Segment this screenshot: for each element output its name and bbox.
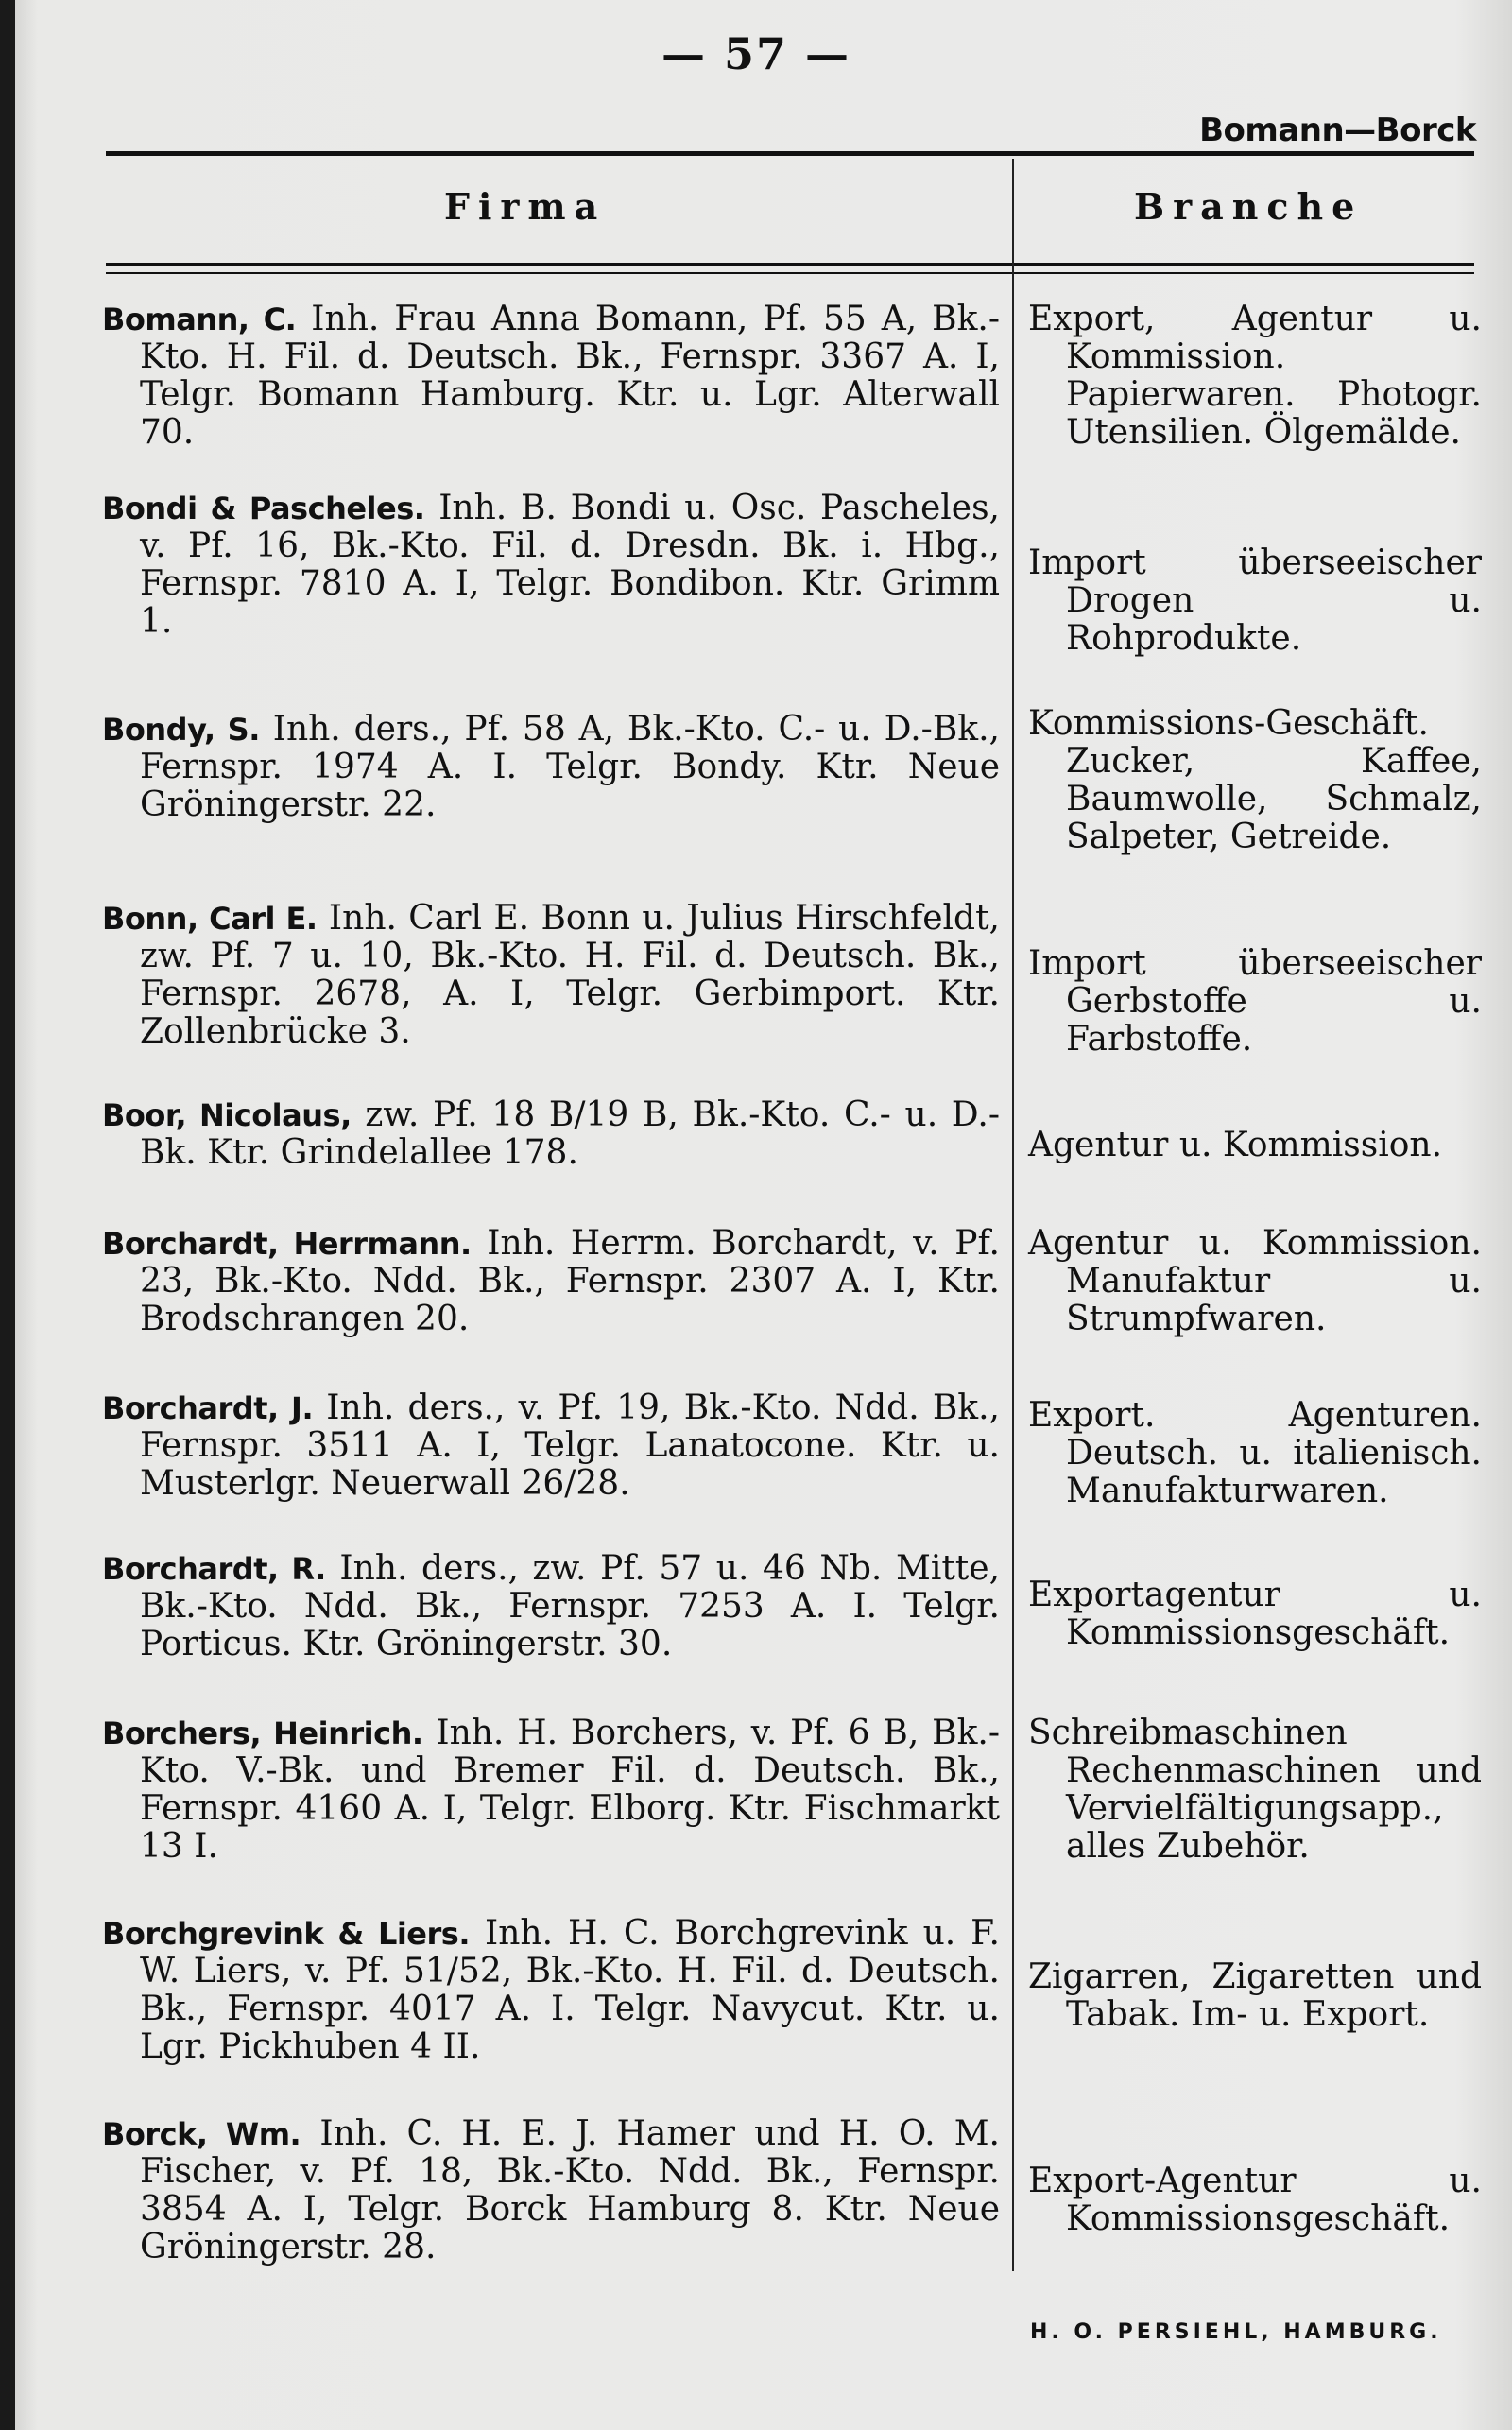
branche-text: Kommissions-Geschäft. Zucker, Kaffee, Baumwolle, Schmalz, Salpeter, Getreide.	[1028, 704, 1482, 856]
entry-branche	[1028, 1127, 1482, 1164]
firm-name: Borchers, Heinrich.	[102, 1715, 423, 1751]
firm-details: Inh. Herrm. Borchardt, v. Pf. 23, Bk.-Kto. Ndd. Bk., Fernspr. 2307 A. I, Ktr. Brodschrangen 20.	[140, 1224, 1000, 1338]
entry-firma	[102, 711, 1000, 824]
branche-text: Export, Agentur u. Kommission. Papierwaren. Photogr. Utensilien. Ölgemälde.	[1028, 300, 1482, 452]
firm-name: Bondi & Pascheles.	[102, 491, 425, 526]
firm-name: Borchardt, J.	[102, 1390, 314, 1426]
branche-text: Export-Agentur u. Kommissionsgeschäft.	[1028, 2162, 1482, 2238]
firm-details: Inh. ders., v. Pf. 19, Bk.-Kto. Ndd. Bk., Fernspr. 3511 A. I, Telgr. Lanatocone. Ktr. u. Musterlgr. Neuerwall 26/28.	[140, 1388, 1000, 1503]
entry-branche	[1028, 301, 1482, 452]
entry-firma	[102, 1550, 1000, 1663]
entry-branche	[1028, 2163, 1482, 2238]
entry-branche	[1028, 1577, 1482, 1652]
book-spine-edge	[0, 0, 15, 2430]
entry-branche	[1028, 1225, 1482, 1338]
firm-details: Inh. C. H. E. J. Hamer und H. O. M. Fischer, v. Pf. 18, Bk.-Kto. Ndd. Bk., Fernspr. 3854 A. I, Telgr. Borck Hamburg 8. Ktr. Neue Gröningerstr. 28.	[140, 2114, 1001, 2266]
branche-text: Export. Agenturen. Deutsch. u. italienisch. Manufakturwaren.	[1028, 1396, 1482, 1510]
header-double-rule-lower	[106, 272, 1474, 274]
branche-text: Exportagentur u. Kommissionsgeschäft.	[1028, 1576, 1482, 1652]
entry-firma	[102, 1096, 1000, 1172]
firm-name: Bondy, S.	[102, 712, 260, 748]
column-header-firma: Firma	[444, 185, 607, 228]
header-rule	[106, 151, 1474, 156]
firm-details: Inh. ders., zw. Pf. 57 u. 46 Nb. Mitte, Bk.-Kto. Ndd. Bk., Fernspr. 7253 A. I. Telgr. Porticus. Ktr. Gröningerstr. 30.	[140, 1549, 1001, 1663]
entry-branche	[1028, 1958, 1482, 2034]
branche-text: Zigarren, Zigaretten und Tabak. Im- u. Export.	[1028, 1957, 1482, 2034]
firm-details: zw. Pf. 18 B/19 B, Bk.-Kto. C.- u. D.-Bk. Ktr. Grindelallee 178.	[140, 1095, 1000, 1172]
entry-firma	[102, 1389, 1000, 1503]
entry-branche	[1028, 544, 1482, 658]
entry-firma	[102, 490, 1000, 641]
branche-text: Schreibmaschinen Rechenmaschinen und Vervielfältigungsapp., alles Zubehör.	[1028, 1714, 1482, 1866]
entry-firma	[102, 301, 1000, 452]
firm-details: Inh. H. Borchers, v. Pf. 6 B, Bk.-Kto. V.-Bk. und Bremer Fil. d. Deutsch. Bk., Fernspr. 4160 A. I, Telgr. Elborg. Ktr. Fischmarkt 13 I.	[140, 1714, 1000, 1866]
branche-text: Import überseeischer Drogen u. Rohprodukte.	[1028, 543, 1482, 658]
firm-details: Inh. H. C. Borchgrevink u. F. W. Liers, v. Pf. 51/52, Bk.-Kto. H. Fil. d. Deutsch. Bk., Fernspr. 4017 A. I. Telgr. Navycut. Ktr. u. Lgr. Pickhuben 4 II.	[140, 1914, 1000, 2066]
column-header-branche: Branche	[1134, 185, 1364, 228]
branche-text: Agentur u. Kommission. Manufaktur u. Strumpfwaren.	[1028, 1224, 1482, 1338]
firm-name: Bomann, C.	[102, 302, 297, 337]
entry-branche	[1028, 705, 1482, 856]
header-double-rule-upper	[106, 263, 1474, 266]
page-number: — 57 —	[661, 28, 851, 79]
firm-name: Borchardt, Herrmann.	[102, 1226, 472, 1262]
entry-branche	[1028, 945, 1482, 1059]
firm-details: Inh. B. Bondi u. Osc. Pascheles, v. Pf. 16, Bk.-Kto. Fil. d. Dresdn. Bk. i. Hbg., Fernspr. 7810 A. I, Telgr. Bondibon. Ktr. Grimm 1.	[140, 489, 1000, 641]
firm-name: Borchgrevink & Liers.	[102, 1916, 470, 1952]
running-head: Bomann—Borck	[1199, 112, 1476, 149]
entry-firma	[102, 900, 1000, 1051]
firm-details: Inh. ders., Pf. 58 A, Bk.-Kto. C.- u. D.-Bk., Fernspr. 1974 A. I. Telgr. Bondy. Ktr. Neue Gröningerstr. 22.	[140, 710, 1001, 824]
entry-firma	[102, 1225, 1000, 1338]
entry-branche	[1028, 1397, 1482, 1510]
branche-text: Agentur u. Kommission.	[1028, 1126, 1443, 1164]
printer-imprint: H. O. PERSIEHL, HAMBURG.	[1030, 2320, 1442, 2344]
firm-details: Inh. Frau Anna Bomann, Pf. 55 A, Bk.-Kto. H. Fil. d. Deutsch. Bk., Fernspr. 3367 A. I, Telgr. Bomann Hamburg. Ktr. u. Lgr. Alterwall 70.	[140, 300, 1001, 452]
firm-name: Borchardt, R.	[102, 1551, 326, 1587]
firm-details: Inh. Carl E. Bonn u. Julius Hirschfeldt, zw. Pf. 7 u. 10, Bk.-Kto. H. Fil. d. Deutsch. Bk., Fernspr. 2678, A. I, Telgr. Gerbimport. Ktr. Zollenbrücke 3.	[140, 899, 1000, 1051]
branche-text: Import überseeischer Gerbstoffe u. Farbstoffe.	[1028, 944, 1482, 1059]
firm-name: Bonn, Carl E.	[102, 901, 318, 937]
entry-firma	[102, 1915, 1000, 2066]
entry-firma	[102, 2115, 1000, 2266]
firm-name: Boor, Nicolaus,	[102, 1097, 352, 1133]
column-divider	[1012, 159, 1014, 2271]
entry-firma	[102, 1715, 1000, 1866]
firm-name: Borck, Wm.	[102, 2116, 301, 2152]
entry-branche	[1028, 1715, 1482, 1866]
